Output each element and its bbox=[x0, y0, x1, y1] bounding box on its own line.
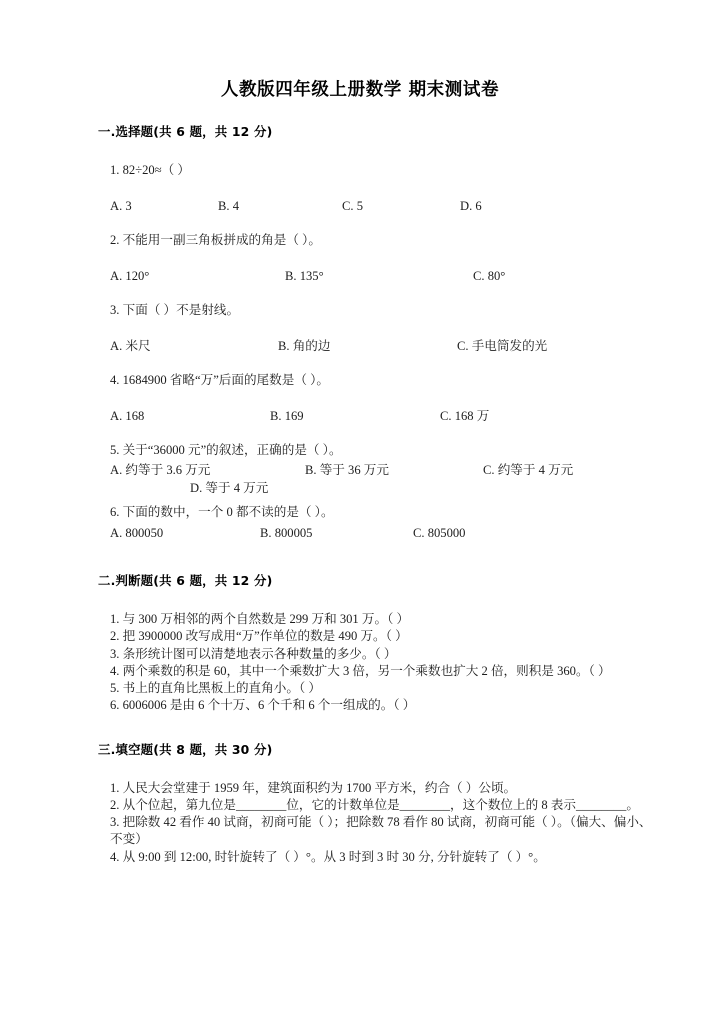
page-title: 人教版四年级上册数学 期末测试卷 bbox=[220, 80, 500, 100]
question-stem: 5. 书上的直角比黑板上的直角小。（ ） bbox=[110, 680, 321, 695]
option-c[interactable]: C. 手电筒发的光 bbox=[457, 338, 548, 353]
option-a[interactable]: A. 米尺 bbox=[110, 338, 151, 353]
question-stem: 1. 82÷20≈（ ） bbox=[110, 163, 190, 177]
question-stem: 4. 1684900 省略“万”后面的尾数是（ ）。 bbox=[110, 372, 329, 387]
option-b[interactable]: B. 4 bbox=[218, 198, 239, 213]
exam-body bbox=[0, 122, 720, 866]
question-stem: 3. 条形统计图可以清楚地表示各种数量的多少。（ ） bbox=[110, 646, 397, 661]
option-d[interactable]: D. 6 bbox=[460, 198, 482, 213]
option-row bbox=[0, 268, 720, 286]
option-b[interactable]: B. 角的边 bbox=[278, 338, 331, 353]
question-stem: 1. 与 300 万相邻的两个自然数是 299 万和 301 万。（ ） bbox=[110, 612, 410, 627]
question-stem: 6. 下面的数中，一个 0 都不读的是（ ）。 bbox=[110, 505, 334, 520]
option-b[interactable]: B. 169 bbox=[270, 408, 304, 423]
question-stem: 3. 把除数 42 看作 40 试商，初商可能（ ）；把除数 78 看作 80 试商，初商可能（ ）。（偏大、偏小、不变） bbox=[110, 815, 652, 847]
option-a[interactable]: A. 约等于 3.6 万元 bbox=[110, 463, 211, 478]
question-stem: 2. 不能用一副三角板拼成的角是（ ）。 bbox=[110, 232, 321, 247]
option-b[interactable]: B. 800005 bbox=[260, 526, 313, 541]
option-a[interactable]: A. 3 bbox=[110, 198, 132, 213]
question-stem: 2. 从个位起，第九位是________位，它的计数单位是________，这个数位上的 8 表示________。 bbox=[110, 798, 639, 813]
section-heading-fillblank: 三.填空题(共 8 题，共 30 分) bbox=[98, 742, 273, 757]
option-a[interactable]: A. 800050 bbox=[110, 526, 164, 541]
option-a[interactable]: A. 168 bbox=[110, 408, 145, 423]
option-b[interactable]: B. 等于 36 万元 bbox=[305, 463, 389, 478]
question-stem: 4. 从 9:00 到 12:00, 时针旋转了（ ）°。从 3 时到 3 时 30 分, 分针旋转了（ ）°。 bbox=[110, 849, 546, 864]
option-d[interactable]: D. 等于 4 万元 bbox=[190, 481, 269, 496]
option-c[interactable]: C. 168 万 bbox=[440, 408, 490, 423]
question-stem: 3. 下面（ ）不是射线。 bbox=[110, 302, 240, 317]
question-stem: 1. 人民大会堂建于 1959 年，建筑面积约为 1700 平方米，约合（ ）公顷。 bbox=[110, 781, 517, 795]
option-a[interactable]: A. 120° bbox=[110, 268, 150, 283]
section-heading-choice: 一.选择题(共 6 题，共 12 分) bbox=[98, 124, 273, 139]
option-row bbox=[0, 338, 720, 356]
option-row bbox=[0, 408, 720, 426]
question-stem: 5. 关于“36000 元”的叙述，正确的是（ ）。 bbox=[110, 442, 342, 457]
option-b[interactable]: B. 135° bbox=[285, 268, 324, 283]
question-stem: 2. 把 3900000 改写成用“万”作单位的数是 490 万。（ ） bbox=[110, 629, 408, 644]
question-stem: 4. 两个乘数的积是 60，其中一个乘数扩大 3 倍，另一个乘数也扩大 2 倍，则积是 360。（ ） bbox=[110, 663, 611, 678]
option-c[interactable]: C. 805000 bbox=[413, 526, 466, 541]
section-heading-truefalse: 二.判断题(共 6 题，共 12 分) bbox=[98, 573, 273, 589]
option-c[interactable]: C. 80° bbox=[473, 268, 506, 283]
option-c[interactable]: C. 5 bbox=[342, 198, 363, 213]
option-row bbox=[0, 525, 720, 543]
question-stem: 6. 6006006 是由 6 个十万、6 个千和 6 个一组成的。（ ） bbox=[110, 697, 416, 712]
option-c[interactable]: C. 约等于 4 万元 bbox=[483, 463, 574, 478]
option-row bbox=[0, 198, 720, 216]
option-row bbox=[0, 462, 720, 498]
